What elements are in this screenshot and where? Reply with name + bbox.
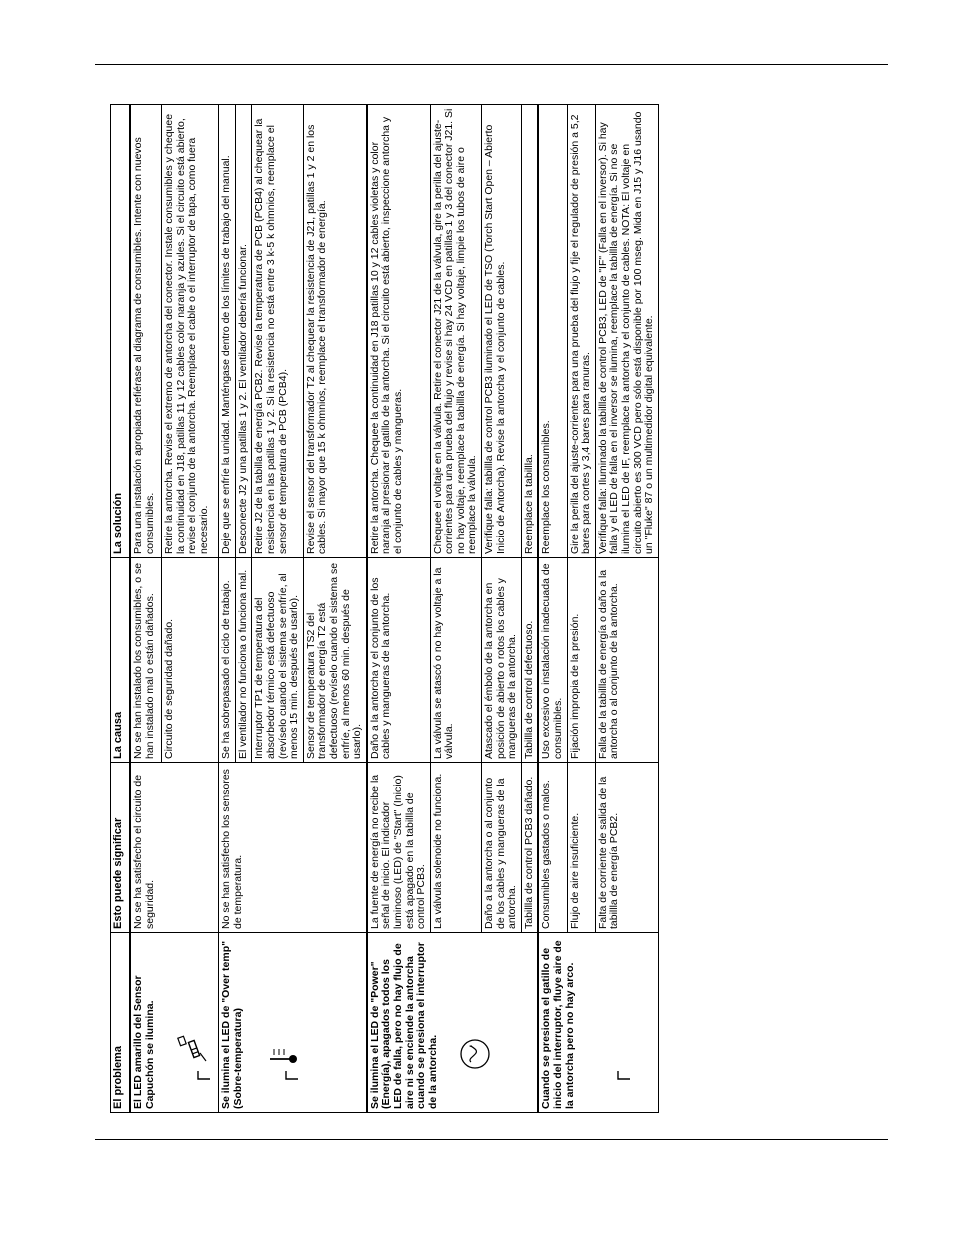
trigger-signal-icon xyxy=(592,936,636,1109)
problem-group-over-temp xyxy=(219,105,367,1113)
problem-text: Cuando se presiona el gatillo de inicio del interruptor, fluye aire de la antorcha pero no hay arco. xyxy=(540,940,576,1109)
header-problem: El problema xyxy=(111,933,131,1113)
gas-flow-icon xyxy=(455,936,499,1109)
solution-cell: Gire la perilla del ajuste-corrientes para una prueba del flujo y fije el regulador de presión a 5,2 bares para cortes y 3,4 bares para ranuras. xyxy=(567,105,595,558)
problem-text: Se ilumina el LED de "Power" (Energía), apagados todos los LED de falla, pero no hay flujo de aire ni se enciende la antorcha cuando se presiona el interruptor de la antorcha. xyxy=(368,942,439,1109)
meaning-cell: Falta de corriente de salida de la tabillla de energía PCB2. xyxy=(595,763,658,933)
solution-cell: Retire la antorcha. Revise el extremo de antorcha del conector. Instale consumibles y chequee la continuidad en J18, patillas 11 y 12 cables color naranja y azules. Si el circuito está abierto, revise el conjunto de la antorcha. Reemplace el cable o el interruptor de tapa, como fuera necesario. xyxy=(162,105,219,558)
solution-cell: Revise el sensor del transformador T2 al chequear la resistencia de J21, patillas 1 y 2 en los cables. Si mayor que 15 k ohmnios, reemplace el transformador de energía. xyxy=(303,105,366,558)
meaning-cell: Flujo de aire insuficiente. xyxy=(567,763,595,933)
cause-cell: Fijación impropia de la presión. xyxy=(567,558,595,763)
problem-cell xyxy=(538,933,658,1113)
solution-cell: Chequee el voltaje en la válvula. Retire el conector J21 de la válvula, gire la perilla del ajuste-corrientes para una prueba del flujo y revise si hay 24 VCD en patillas 1 y 3 del conector J21. Si no hay voltaje, reemplace la tabillla de energía. Si hay voltaje, limpie los tubos de aire o reemplace la válvula. xyxy=(430,105,481,558)
solution-cell: Verifique falla: Iluminado la tabillla de control PCB3, LED de "IF" (Falla en el inversor). Si hay falla y el LED de falla en el inversor se ilumina, reemplace la tabillla de energía. Si no se ilumina el LED de IF, reemplace la antorcha y el conjunto de cables. NOTA: El voltaje en circuito abierto es 300 VCD pero sólo está disponible por 100 mseg. Mida en J15 y J16 usando un "Fluke" 87 o un multimedidor digital equivalente. xyxy=(595,105,658,558)
cause-cell: Falla de la tabillla de energía o daño a la antorcha o al conjunto de la antorcha. xyxy=(595,558,658,763)
cause-cell: Circuito de seguridad dañado. xyxy=(162,558,219,763)
cause-cell: El ventilador no funciona o funciona mal. xyxy=(235,558,252,763)
problem-cell xyxy=(367,933,539,1113)
problem-group-cap-sensor xyxy=(130,105,219,1113)
solution-cell: Verifique falla: tabillla de control PCB3 iluminado el LED de TSO (Torch Start Open – Abierto Inicio de Antorcha). Revise la antorcha y el conjunto de cables. xyxy=(482,105,522,558)
problem-text: Se ilumina el LED de "Over temp" (Sobre-temperatura) xyxy=(220,940,244,1109)
torch-cap-sensor-icon xyxy=(172,936,216,1109)
meaning-cell: Consumibles gastados o malos. xyxy=(538,763,567,933)
meaning-cell: Daño a la antorcha o al conjunto de los cables y mangueras de la antorcha. xyxy=(482,763,522,933)
rotated-table-wrapper xyxy=(110,105,750,1113)
problem-text: El LED amarillo del Sensor Capuchón se ilumina. xyxy=(132,975,156,1109)
solution-cell: Reemplace los consumibles. xyxy=(538,105,567,558)
solution-cell: Desconecte J2 y una patillas 1 y 2. El ventilador debería funcionar. xyxy=(235,105,252,558)
problem-cell xyxy=(219,933,367,1113)
table-row xyxy=(538,105,567,1113)
meaning-cell: No se ha satisfecho el circuito de seguridad. xyxy=(130,763,219,933)
solution-cell: Retire la antorcha. Chequee la continuidad en J18 patillas 10 y 12 cables violetas y color naranja al presionar el gatillo de la antorcha. Si el circuito está abierto, inspeccione antorcha y el conjunto de cables y mangueras. xyxy=(367,105,430,558)
header-row xyxy=(111,105,131,1113)
cause-cell: Sensor de temperatura TS2 del transformador de energía T2 está defectuoso (revíselo cuando el sistema se enfríe, al menos 60 min. después de usarlo). xyxy=(303,558,366,763)
cause-cell: Se ha sobrepasado el ciclo de trabajo. xyxy=(219,558,236,763)
cause-cell: Atascado el émbolo de la antorcha en posición de abierto o rotos los cables y mangueras de la antorcha. xyxy=(482,558,522,763)
table-row xyxy=(219,105,236,1113)
problem-group-no-arc xyxy=(538,105,658,1113)
cause-cell: Daño a la antorcha y el conjunto de los cables y mangueras de la antorcha. xyxy=(367,558,430,763)
meaning-cell: La válvula solenoide no funciona. xyxy=(430,763,481,933)
thermometer-icon xyxy=(260,936,304,1109)
problem-group-power-no-flow xyxy=(367,105,539,1113)
solution-cell: Reemplace la tabillla. xyxy=(521,105,538,558)
cause-cell: La válvula se atascó o no hay voltaje a la válvula. xyxy=(430,558,481,763)
cause-cell: No se han instalado los consumibles, o se han instalado mal o están dañados. xyxy=(130,558,162,763)
cause-cell: Interruptor TP1 de temperatura del absorbedor térmico está defectuoso (revíselo cuando el sistema se enfríe, al menos 15 min. después de usarlo). xyxy=(252,558,303,763)
meaning-cell: La fuente de energía no recibe la señal de inicio. El indicador luminoso (LED) de "Start" (Inicio) está apagado en la tabillla de control PCB3. xyxy=(367,763,430,933)
footer-rule xyxy=(95,1139,888,1140)
meaning-cell: No se han satisfecho los sensores de temperatura. xyxy=(219,763,367,933)
solution-cell: Para una instalación apropiada refiérase al diagrama de consumibles. Intente con nuevos consumibles. xyxy=(130,105,162,558)
solution-cell: Deje que se enfríe la unidad. Manténgase dentro de los límites de trabajo del manual. xyxy=(219,105,236,558)
cause-cell: Uso excesivo o instalación inadecuada de consumibles. xyxy=(538,558,567,763)
table-row xyxy=(130,105,162,1113)
problem-cell xyxy=(130,933,219,1113)
table-row xyxy=(367,105,430,1113)
header-solution: La solución xyxy=(111,105,131,558)
cause-cell: Tabillla de control defectuoso. xyxy=(521,558,538,763)
meaning-cell: Tabillla de control PCB3 dañado. xyxy=(521,763,538,933)
header-rule xyxy=(95,64,888,65)
troubleshooting-table xyxy=(110,104,659,1113)
solution-cell: Retire J2 de la tabilla de energía PCB2. Revise la temperatura de PCB (PCB4) al chequear la resistencia en las patillas 1 y 2. Si la resistencia no está entre 3 k-5 k ohmnios, reemplace el sensor de temperatura de PCB (PCB4). xyxy=(252,105,303,558)
header-cause: La causa xyxy=(111,558,131,763)
header-meaning: Esto puede significar xyxy=(111,763,131,933)
